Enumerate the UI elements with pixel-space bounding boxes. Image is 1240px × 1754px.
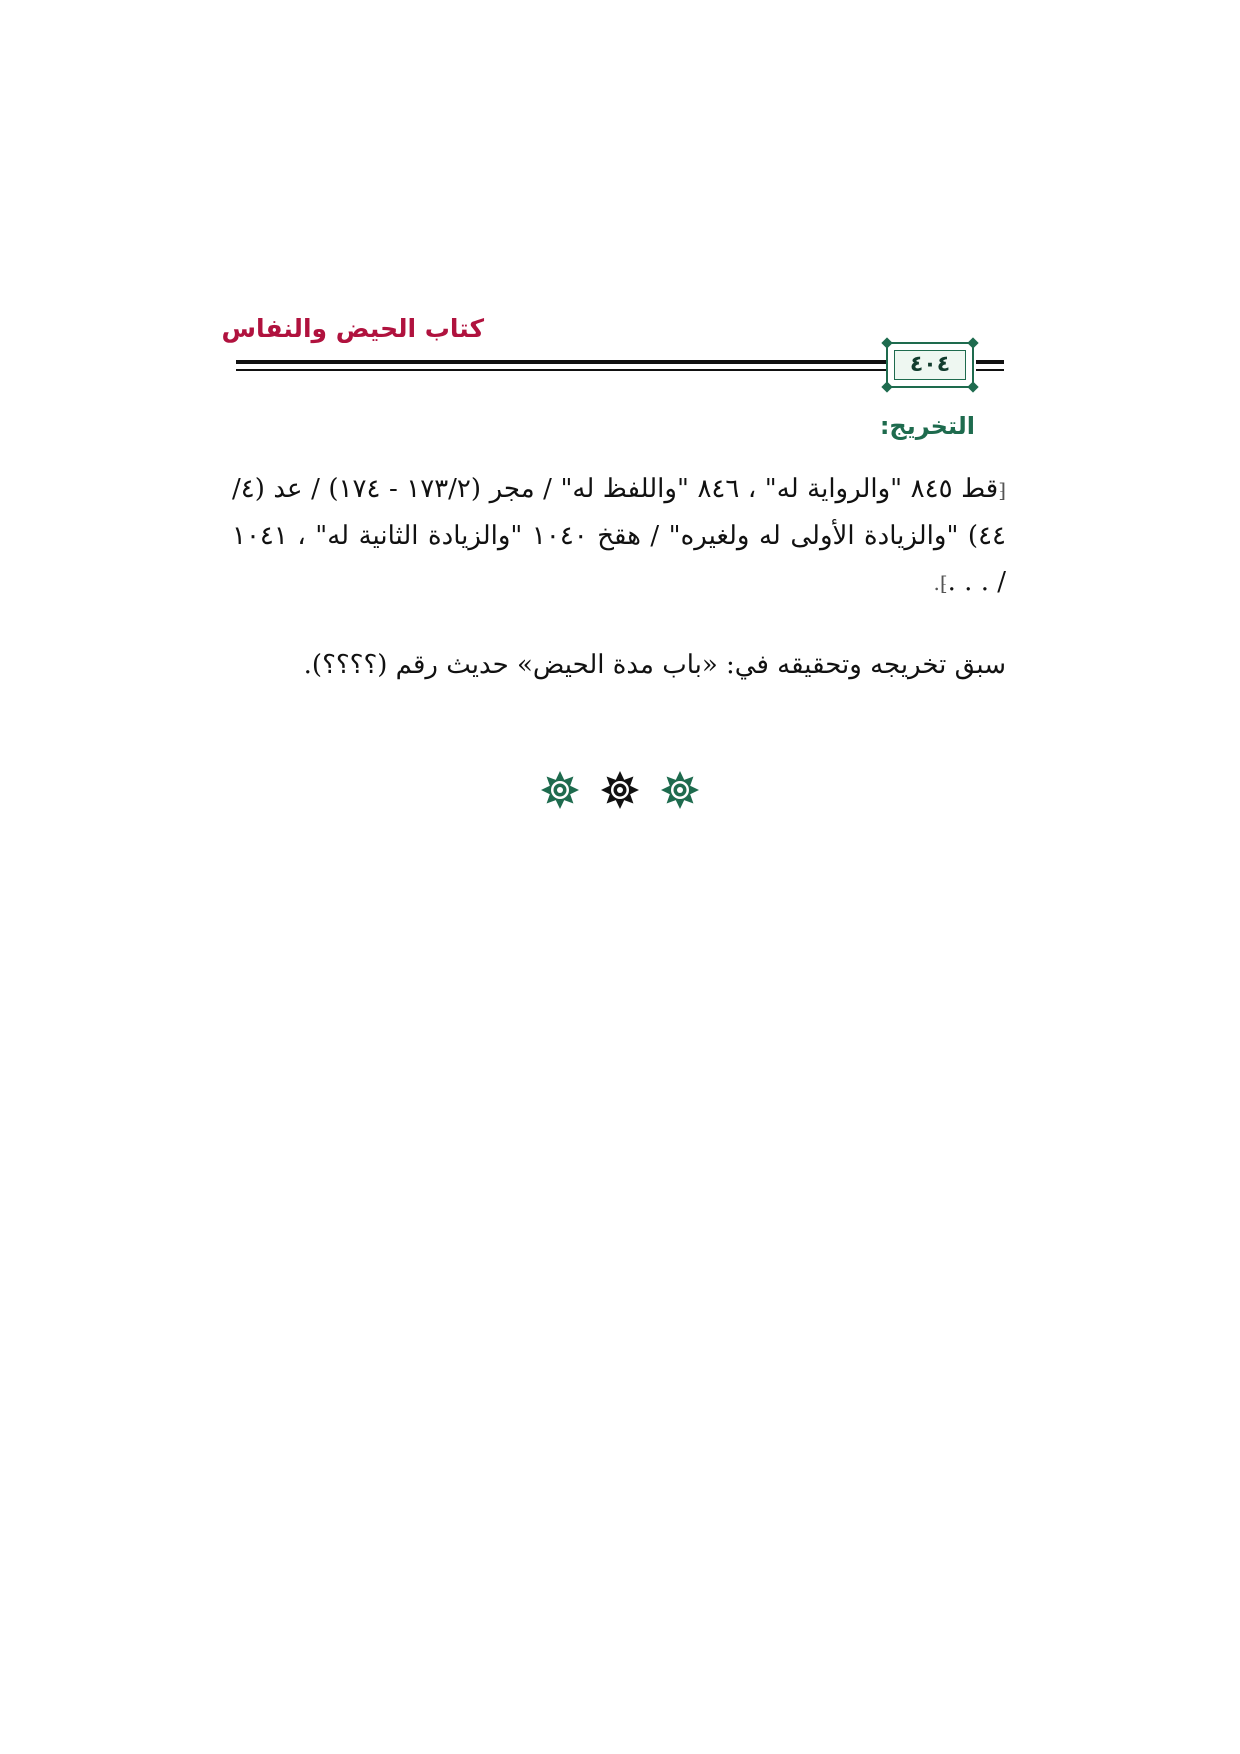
flower-ornament-icon [540, 770, 580, 810]
header-rule [236, 360, 886, 374]
reference-paragraph: سبق تخريجه وتحقيقه في: «باب مدة الحيض» حديث رقم (؟؟؟؟). [303, 650, 1006, 680]
ornament-shape [661, 771, 699, 809]
ornament-shape [541, 771, 579, 809]
takhrij-text: قط ٨٤٥ "والرواية له" ، ٨٤٦ "واللفظ له" / مجر (١٧٣/٢ - ١٧٤) / عد (٤/ ٤٤) "والزيادة الأولى له ولغيره" / هقخ ١٠٤٠ "والزيادة الثانية له" ، ١٠٤١ / . . . [232, 474, 1007, 597]
ornament-shape [601, 771, 639, 809]
section-end-ornaments [540, 770, 700, 810]
flower-ornament-icon [600, 770, 640, 810]
open-bracket-mark: ⁅ [998, 478, 1006, 502]
takhrij-paragraph [232, 466, 1006, 606]
flower-ornament-icon [660, 770, 700, 810]
book-title: كتاب الحيض والنفاس [221, 314, 484, 343]
section-heading: التخريج: [879, 412, 975, 440]
page-number: ٤٠٤ [909, 352, 951, 377]
header-rule-end [976, 360, 1004, 374]
close-bracket-mark: ⁆. [933, 571, 948, 595]
page-number-badge [886, 342, 974, 388]
